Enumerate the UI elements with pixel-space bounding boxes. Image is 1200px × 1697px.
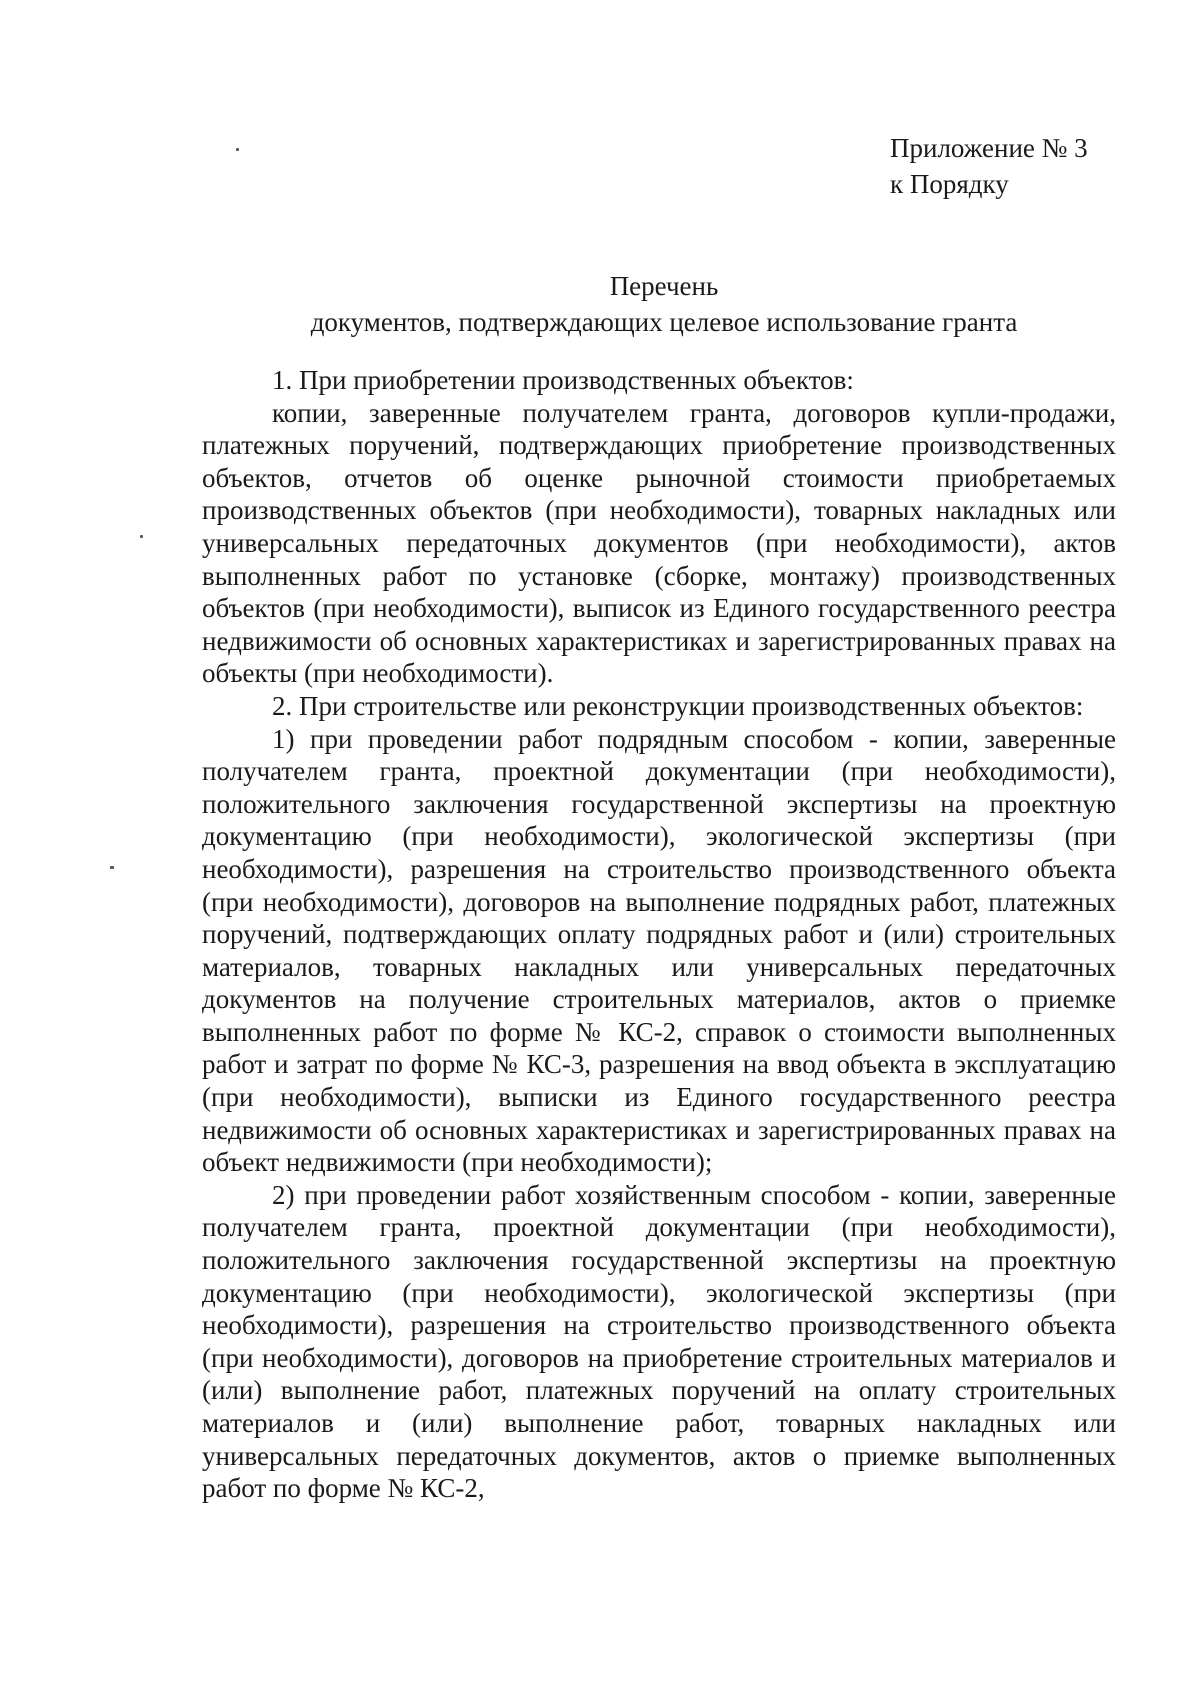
document-body [202,364,1116,1505]
appendix-order: к Порядку [890,169,1009,199]
paragraph-2-item-1: 1) при проведении работ подрядным способом - копии, заверенные получателем гранта, проектной документации (при необходимости), положительного заключения государственной экспертизы на проектную документацию (при необходимости), экологической экспертизы (при необходимости), разрешения на строительство производственного объекта (при необходимости), договоров на выполнение подрядных работ, платежных поручений, подтверждающих оплату подрядных работ и (или) строительных материалов, товарных накладных или универсальных передаточных документов на получение строительных материалов, актов о приемке выполненных работ по форме № КС-2, справок о стоимости выполненных работ и затрат по форме № КС-3, разрешения на ввод объекта в эксплуатацию (при необходимости), выписки из Единого государственного реестра недвижимости об основных характеристиках и зарегистрированных правах на объект недвижимости (при необходимости); [202,723,1116,1178]
appendix-reference [890,130,1088,202]
title-line-1: Перечень [609,271,719,301]
title-line-2: документов, подтверждающих целевое использование гранта [310,307,1018,337]
paragraph-1-text: копии, заверенные получателем гранта, договоров купли-продажи, платежных поручений, подтверждающих приобретение производственных объектов, отчетов об оценке рыночной стоимости приобретаемых производственных объектов (при необходимости), товарных накладных или универсальных передаточных документов (при необходимости), актов выполненных работ по установке (сборке, монтажу) производственных объектов (при необходимости), выписок из Единого государственного реестра недвижимости об основных характеристиках и зарегистрированных правах на объекты (при необходимости). [202,397,1116,689]
paragraph-1-heading: 1. При приобретении производственных объектов: [272,365,854,395]
document-title [200,268,1128,340]
paragraph-2-item-2: 2) при проведении работ хозяйственным способом - копии, заверенные получателем гранта, проектной документации (при необходимости), положительного заключения государственной экспертизы на проектную документацию (при необходимости), экологической экспертизы (при необходимости), разрешения на строительство производственного объекта (при необходимости), договоров на приобретение строительных материалов и (или) выполнение работ, платежных поручений на оплату строительных материалов и (или) выполнение работ, товарных накладных или универсальных передаточных документов, актов о приемке выполненных работ по форме № КС-2, [202,1179,1116,1504]
scan-speck [140,535,143,538]
scan-speck [236,148,239,151]
scan-speck [110,866,114,869]
paragraph-2-heading: 2. При строительстве или реконструкции производственных объектов: [272,690,1084,721]
appendix-number: Приложение № 3 [890,133,1088,163]
